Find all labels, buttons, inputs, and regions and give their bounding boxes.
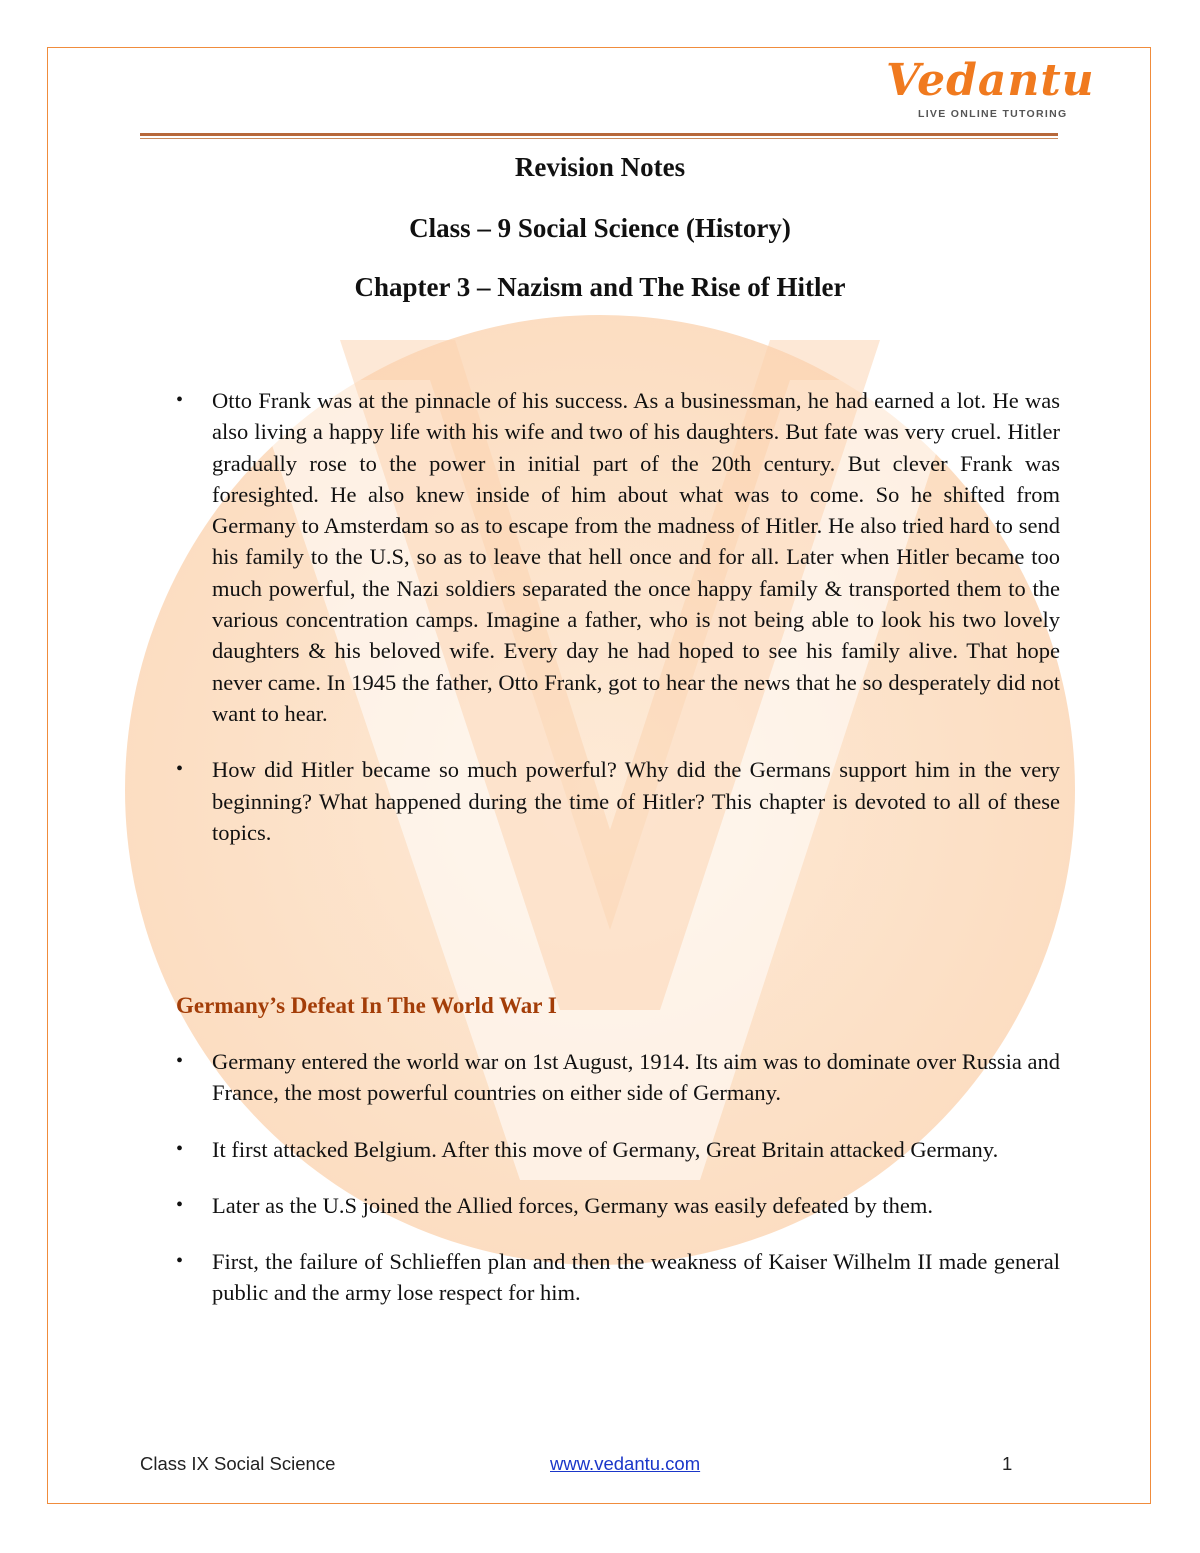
vedantu-logo bbox=[880, 55, 1095, 125]
section-bullet: • It first attacked Belgium. After this move of Germany, Great Britain attacked Germany. bbox=[176, 1134, 1060, 1165]
section-heading: Germany’s Defeat In The World War I bbox=[176, 993, 557, 1018]
logo-tagline: LIVE ONLINE TUTORING bbox=[918, 108, 1068, 120]
header-rule-thin bbox=[140, 138, 1058, 139]
section-bullet-list bbox=[176, 1046, 1060, 1309]
intro-bullet: • Otto Frank was at the pinnacle of his success. As a businessman, he had earned a lot. He was also living a happy life with his wife and two of his daughters. But fate was very cruel. Hitler gradually rose to the power in initial part of the 20th century. But clever Frank was foresighted. He also knew inside of him about what was to come. So he shifted from Germany to Amsterdam so as to escape from the madness of Hitler. He also tried hard to send his family to the U.S, so as to leave that hell once and for all. Later when Hitler became too much powerful, the Nazi soldiers separated the once happy family & transported them to the various concentration camps. Imagine a father, who is not being able to look his two lovely daughters & his beloved wife. Every day he had hoped to see his family alive. That hope never came. In 1945 the father, Otto Frank, got to hear the news that he so desperately did not want to hear. bbox=[176, 385, 1060, 729]
section-bullet: • First, the failure of Schlieffen plan and then the weakness of Kaiser Wilhelm II made general public and the army lose respect for him. bbox=[176, 1246, 1060, 1309]
page-title: Revision Notes bbox=[514, 152, 686, 182]
section-bullet: • Later as the U.S joined the Allied forces, Germany was easily defeated by them. bbox=[176, 1190, 1060, 1221]
intro-bullet: • How did Hitler became so much powerful? Why did the Germans support him in the very beginning? What happened during the time of Hitler? This chapter is devoted to all of these topics. bbox=[176, 754, 1060, 848]
section-bullet: • Germany entered the world war on 1st August, 1914. Its aim was to dominate over Russia and France, the most powerful countries on either side of Germany. bbox=[176, 1046, 1060, 1109]
footer-website-link[interactable]: www.vedantu.com bbox=[550, 1453, 701, 1474]
intro-bullet-list bbox=[176, 385, 1060, 848]
header-rule bbox=[140, 133, 1058, 136]
chapter-heading: Chapter 3 – Nazism and The Rise of Hitler bbox=[354, 272, 846, 302]
page-number: 1 bbox=[1002, 1453, 1013, 1474]
class-heading: Class – 9 Social Science (History) bbox=[409, 213, 791, 243]
footer-left-text: Class IX Social Science bbox=[140, 1453, 336, 1474]
logo-wordmark: Vedantu bbox=[886, 55, 1095, 106]
